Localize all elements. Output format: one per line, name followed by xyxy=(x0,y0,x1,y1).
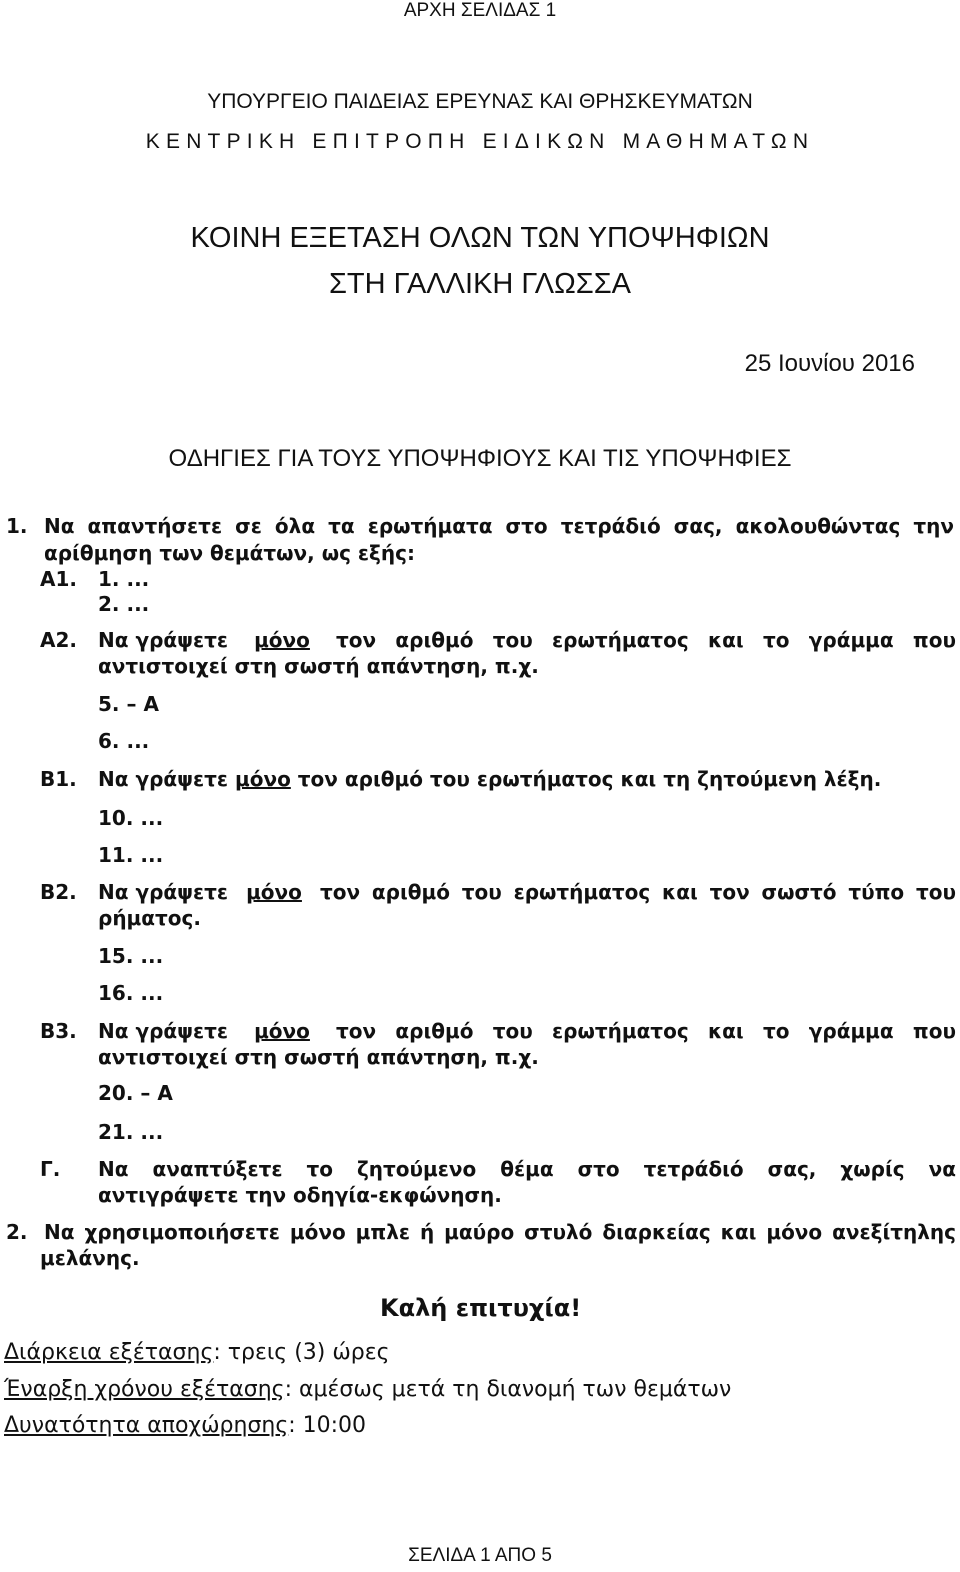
b3-example-2: 21. ... xyxy=(98,1120,164,1144)
a2-text-post: τον αριθμό του ερωτήματος και το γράμμα που xyxy=(335,628,956,652)
committee-name: ΚΕΝΤΡΙΚΗ ΕΠΙΤΡΟΠΗ ΕΙΔΙΚΩΝ ΜΑΘΗΜΑΤΩΝ xyxy=(145,130,815,153)
a1-example-2: 2. ... xyxy=(98,592,150,616)
duration-line xyxy=(4,1340,390,1365)
b1-line1 xyxy=(98,767,881,791)
b2-line2: ρήματος. xyxy=(98,906,201,930)
item-2-line1: Να χρησιμοποιήσετε μόνο μπλε ή μαύρο στυλό διαρκείας και μόνο ανεξίτηλης xyxy=(44,1220,956,1244)
exam-title-line1: ΚΟΙΝΗ ΕΞΕΤΑΣΗ ΟΛΩΝ ΤΩΝ ΥΠΟΨΗΦΙΩΝ xyxy=(190,222,770,254)
item-2-number: 2. xyxy=(6,1220,28,1244)
exam-title-line2: ΣΤΗ ΓΑΛΛΙΚΗ ΓΛΩΣΣΑ xyxy=(329,268,631,300)
b3-line2: αντιστοιχεί στη σωστή απάντηση, π.χ. xyxy=(98,1045,539,1069)
duration-label: Διάρκεια εξέτασης xyxy=(4,1340,214,1365)
b1-example-1: 10. ... xyxy=(98,806,164,830)
b2-example-2: 16. ... xyxy=(98,981,164,1005)
page-header-top: ΑΡΧΗ ΣΕΛΙΔΑΣ 1 xyxy=(403,0,557,21)
a2-text-pre: Να γράψετε xyxy=(98,628,229,652)
leave-line xyxy=(4,1413,366,1438)
a2-example-1: 5. – Α xyxy=(98,692,159,716)
g-line1: Να αναπτύξετε το ζητούμενο θέμα στο τετράδιό σας, χωρίς να xyxy=(98,1157,956,1181)
b1-text-pre: Να γράψετε xyxy=(98,767,229,791)
b3-text-pre: Να γράψετε xyxy=(98,1019,229,1043)
ministry-name: ΥΠΟΥΡΓΕΙΟ ΠΑΙΔΕΙΑΣ ΕΡΕΥΝΑΣ ΚΑΙ ΘΡΗΣΚΕΥΜΑΤΩΝ xyxy=(207,90,753,113)
b1-only-underlined: μόνο xyxy=(235,767,291,791)
item-1-number: 1. xyxy=(6,514,28,538)
b3-line1 xyxy=(98,1019,956,1043)
leave-label: Δυνατότητα αποχώρησης xyxy=(4,1413,289,1438)
leave-value: : 10:00 xyxy=(288,1413,367,1438)
duration-value: : τρεις (3) ώρες xyxy=(213,1340,390,1365)
start-line xyxy=(4,1377,731,1402)
b2-example-1: 15. ... xyxy=(98,944,164,968)
g-line2: αντιγράψετε την οδηγία-εκφώνηση. xyxy=(98,1183,502,1207)
b2-text-post: τον αριθμό του ερωτήματος και τον σωστό τύπο του xyxy=(319,880,956,904)
b3-only-underlined: μόνο xyxy=(254,1019,310,1043)
good-luck-text: Καλή επιτυχία! xyxy=(380,1294,582,1322)
b2-line1 xyxy=(98,880,956,904)
exam-date: 25 Ιουνίου 2016 xyxy=(744,350,915,377)
b2-only-underlined: μόνο xyxy=(246,880,302,904)
item-2-line2: μελάνης. xyxy=(40,1246,140,1270)
a2-example-2: 6. ... xyxy=(98,729,150,753)
b1-label: Β1. xyxy=(40,767,77,791)
b2-label: Β2. xyxy=(40,880,77,904)
a1-example-1: 1. ... xyxy=(98,567,150,591)
b3-text-post: τον αριθμό του ερωτήματος και το γράμμα που xyxy=(335,1019,956,1043)
start-value: : αμέσως μετά τη διανομή των θεμάτων xyxy=(284,1377,732,1402)
b3-label: Β3. xyxy=(40,1019,77,1043)
a2-label: Α2. xyxy=(40,628,77,652)
b1-text-post: τον αριθμό του ερωτήματος και τη ζητούμενη λέξη. xyxy=(297,767,882,791)
item-1-line1: Να απαντήσετε σε όλα τα ερωτήματα στο τετράδιό σας, ακολουθώντας την xyxy=(44,514,954,538)
b3-example-1: 20. – Α xyxy=(98,1081,173,1105)
page-number-footer: ΣΕΛΙΔΑ 1 ΑΠΟ 5 xyxy=(408,1545,552,1566)
b2-text-pre: Να γράψετε xyxy=(98,880,229,904)
instructions-title: ΟΔΗΓΙΕΣ ΓΙΑ ΤΟΥΣ ΥΠΟΨΗΦΙΟΥΣ ΚΑΙ ΤΙΣ ΥΠΟΨΗΦΙΕΣ xyxy=(168,445,792,472)
a2-line2: αντιστοιχεί στη σωστή απάντηση, π.χ. xyxy=(98,654,539,678)
g-label: Γ. xyxy=(40,1157,61,1181)
item-1-line2: αρίθμηση των θεμάτων, ως εξής: xyxy=(44,541,415,565)
b1-example-2: 11. ... xyxy=(98,843,164,867)
start-label: Έναρξη χρόνου εξέτασης xyxy=(4,1377,285,1402)
a1-label: Α1. xyxy=(40,567,77,591)
a2-line1 xyxy=(98,628,956,652)
a2-only-underlined: μόνο xyxy=(254,628,310,652)
